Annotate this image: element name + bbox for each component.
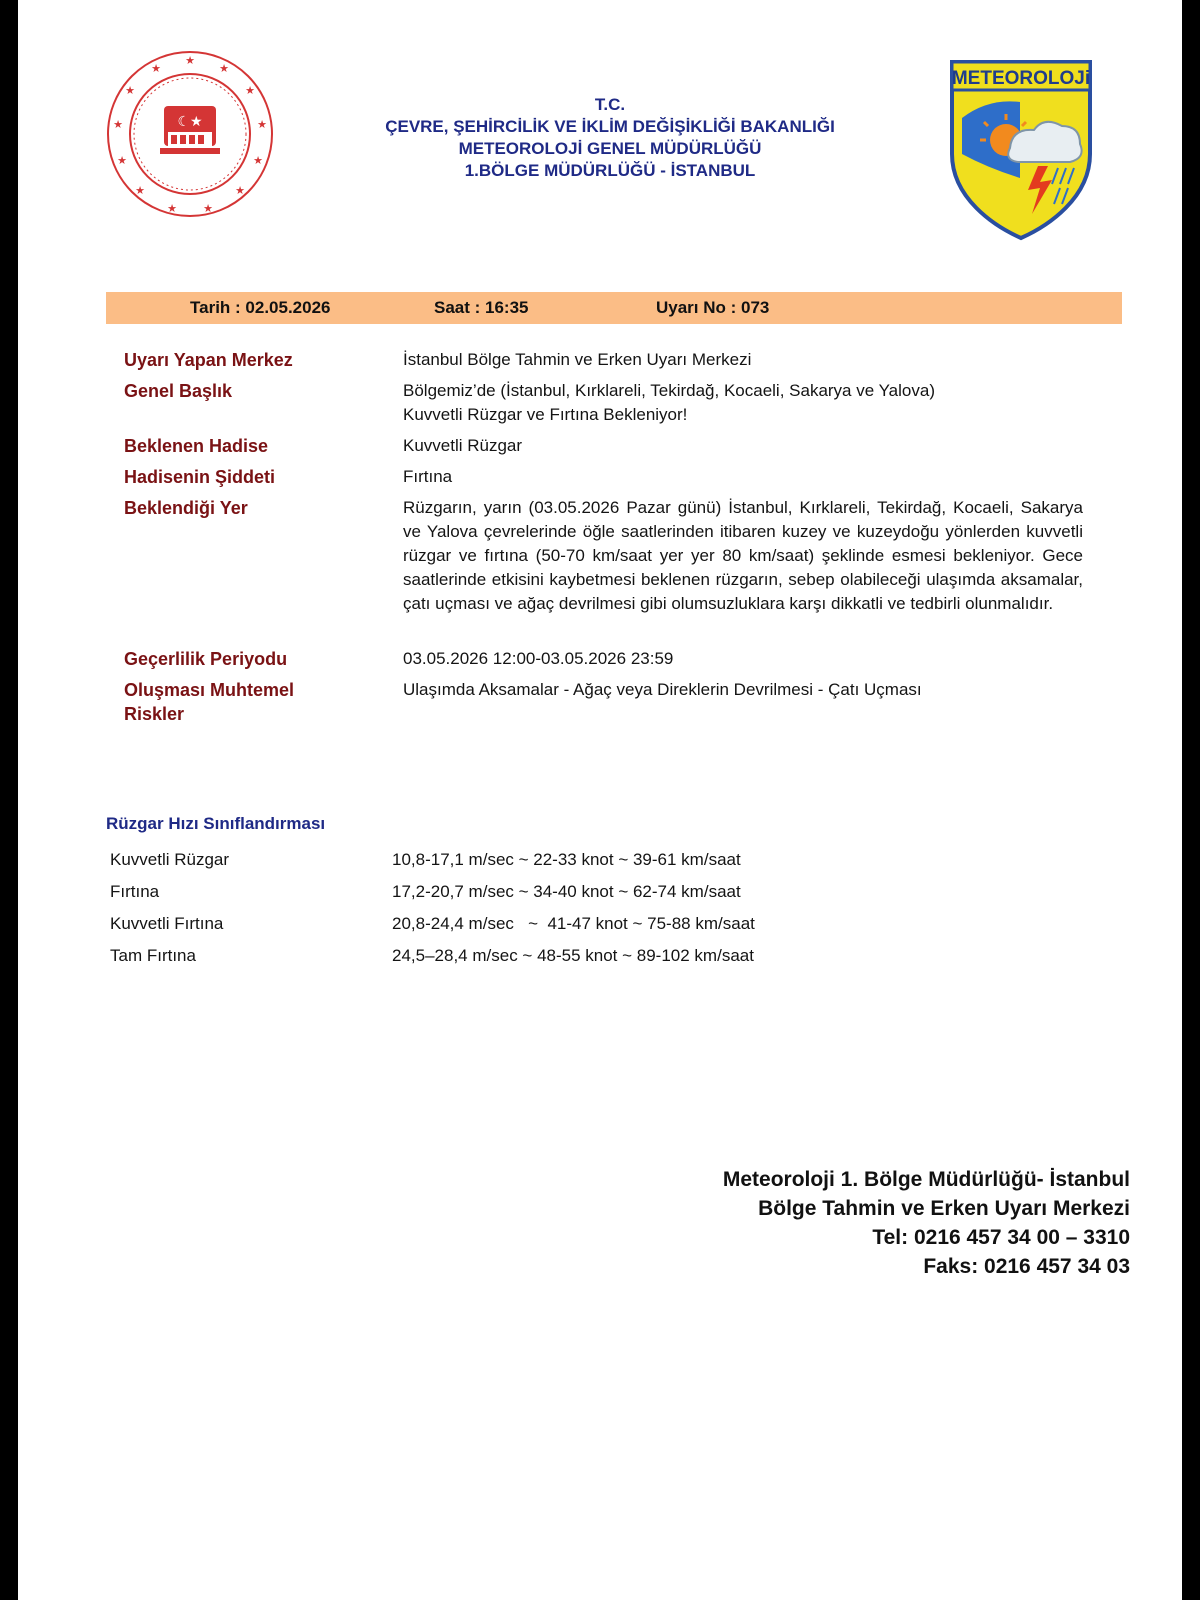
headline-label: Genel Başlık bbox=[124, 381, 233, 401]
svg-text:☾★: ☾★ bbox=[177, 114, 203, 130]
class-row-name: Fırtına bbox=[110, 882, 160, 901]
footer-phone: Tel: 0216 457 34 00 – 3310 bbox=[872, 1226, 1130, 1249]
severity-label: Hadisenin Şiddeti bbox=[124, 467, 276, 487]
validity-label: Geçerlilik Periyodu bbox=[124, 649, 288, 669]
svg-text:★: ★ bbox=[151, 62, 161, 75]
svg-text:★: ★ bbox=[219, 62, 229, 75]
center-label: Uyarı Yapan Merkez bbox=[124, 350, 293, 370]
risks-value: Ulaşımda Aksamalar - Ağaç veya Direklerin Devrilmesi - Çatı Uçması bbox=[403, 680, 922, 699]
svg-text:★: ★ bbox=[125, 84, 135, 97]
class-row-value: 20,8-24,4 m/sec ~ 41-47 knot ~ 75-88 km/saat bbox=[392, 914, 755, 933]
header-directorate: METEOROLOJİ GENEL MÜDÜRLÜĞÜ bbox=[458, 139, 762, 158]
svg-text:★: ★ bbox=[117, 154, 127, 167]
header-ministry: ÇEVRE, ŞEHİRCİLİK VE İKLİM DEĞİŞİKLİĞİ BAKANLIĞI bbox=[385, 117, 835, 136]
class-row-value: 17,2-20,7 m/sec ~ 34-40 knot ~ 62-74 km/saat bbox=[392, 882, 741, 901]
header-tc: T.C. bbox=[594, 95, 626, 114]
svg-text:★: ★ bbox=[185, 54, 195, 67]
warning-time: Saat : 16:35 bbox=[434, 298, 529, 317]
svg-text:★: ★ bbox=[253, 154, 263, 167]
center-value: İstanbul Bölge Tahmin ve Erken Uyarı Merkezi bbox=[403, 350, 752, 369]
svg-text:★: ★ bbox=[135, 184, 145, 197]
footer-contact-block bbox=[530, 1165, 1130, 1281]
footer-center: Bölge Tahmin ve Erken Uyarı Merkezi bbox=[758, 1197, 1130, 1220]
warning-date: Tarih : 02.05.2026 bbox=[190, 298, 331, 317]
risks-label-line-1: Oluşması Muhtemel bbox=[124, 680, 295, 700]
svg-text:★: ★ bbox=[113, 118, 123, 131]
logo-text: METEOROLOJi bbox=[951, 68, 1091, 89]
event-label: Beklenen Hadise bbox=[124, 436, 269, 456]
warning-number: Uyarı No : 073 bbox=[656, 298, 770, 317]
validity-value: 03.05.2026 12:00-03.05.2026 23:59 bbox=[403, 649, 674, 668]
location-value: Rüzgarın, yarın (03.05.2026 Pazar günü) İstanbul, Kırklareli, Tekirdağ, Kocaeli, Sakarya ve Yalova çevrelerinde öğle saatlerinden itibaren kuzey ve kuzeydoğu yönlerden kuvvetli rüzgar ve fırtına (50-70 km/saat yer yer 80 km/saat) şeklinde esmesi bekleniyor. Gece saatlerinde etkisini kaybetmesi beklenen rüzgarın, sebep olabileceği ulaşımda aksamalar, çatı uçması ve ağaç devrilmesi gibi olumsuzluklara karşı dikkatli ve tedbirli olunmalıdır. bbox=[403, 498, 1083, 613]
classification-title: Rüzgar Hızı Sınıflandırması bbox=[106, 814, 326, 833]
class-row-name: Tam Fırtına bbox=[110, 946, 196, 965]
svg-text:★: ★ bbox=[245, 84, 255, 97]
risks-label-line-2: Riskler bbox=[124, 704, 185, 724]
warning-header-band bbox=[106, 292, 1122, 324]
header-block bbox=[300, 94, 920, 182]
meteoroloji-shield-logo bbox=[948, 58, 1094, 242]
svg-text:★: ★ bbox=[257, 118, 267, 131]
ministry-seal-logo bbox=[104, 48, 276, 220]
class-row-value: 10,8-17,1 m/sec ~ 22-33 knot ~ 39-61 km/saat bbox=[392, 850, 741, 869]
event-value: Kuvvetli Rüzgar bbox=[403, 436, 523, 455]
class-row-name: Kuvvetli Fırtına bbox=[110, 914, 224, 933]
footer-fax: Faks: 0216 457 34 03 bbox=[923, 1255, 1130, 1278]
svg-text:★: ★ bbox=[235, 184, 245, 197]
severity-value: Fırtına bbox=[403, 467, 453, 486]
svg-text:★: ★ bbox=[203, 202, 213, 215]
footer-office: Meteoroloji 1. Bölge Müdürlüğü- İstanbul bbox=[722, 1168, 1130, 1191]
svg-text:★: ★ bbox=[167, 202, 177, 215]
location-label: Beklendiği Yer bbox=[124, 498, 248, 518]
header-region: 1.BÖLGE MÜDÜRLÜĞÜ - İSTANBUL bbox=[464, 161, 756, 180]
headline-line-2: Kuvvetli Rüzgar ve Fırtına Bekleniyor! bbox=[403, 405, 688, 424]
headline-line-1: Bölgemiz’de (İstanbul, Kırklareli, Tekirdağ, Kocaeli, Sakarya ve Yalova) bbox=[403, 381, 935, 400]
class-row-value: 24,5–28,4 m/sec ~ 48-55 knot ~ 89-102 km/saat bbox=[392, 946, 754, 965]
class-row-name: Kuvvetli Rüzgar bbox=[110, 850, 230, 869]
